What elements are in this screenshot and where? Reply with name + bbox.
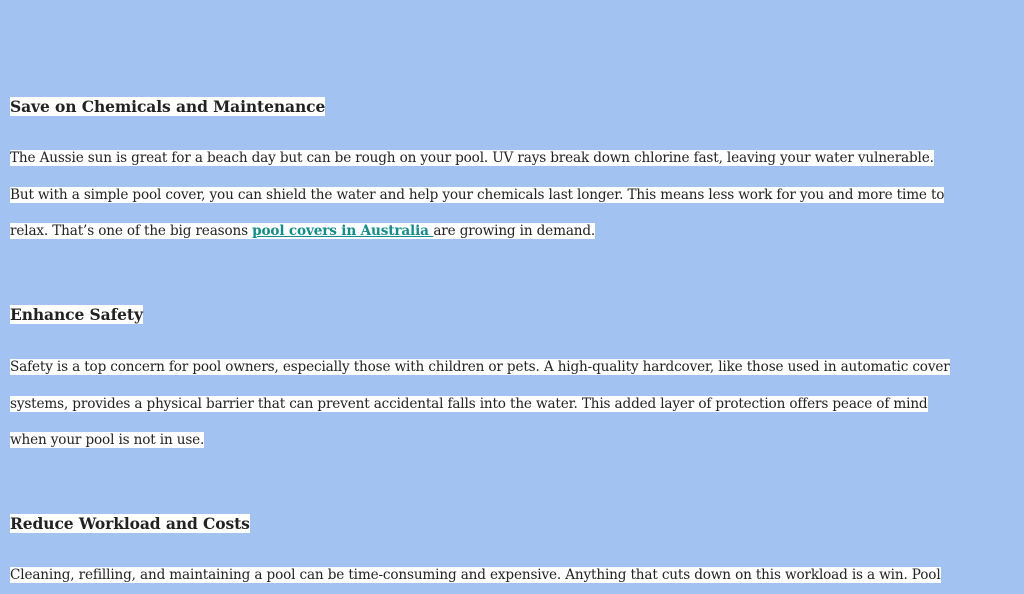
section-heading-safety xyxy=(10,305,143,325)
heading-text: Enhance Safety xyxy=(10,305,143,324)
section-paragraph-safety xyxy=(10,349,950,459)
paragraph-text-before-link: The Aussie sun is great for a beach day but can be rough on your pool. UV rays break down chlorine fast, leaving your water vulnerable. But with a simple pool cover, you can shield the water and help your chemicals last longer. This means less work for you and more time to relax. That’s one of the big reasons xyxy=(10,150,945,239)
section-heading-workload xyxy=(10,514,250,534)
heading-text: Save on Chemicals and Maintenance xyxy=(10,97,326,116)
paragraph-text: Cleaning, refilling, and maintaining a pool can be time-consuming and expensive. Anything that cuts down on this workload is a win. Pool xyxy=(10,567,941,583)
heading-text: Reduce Workload and Costs xyxy=(10,514,250,533)
section-paragraph-chemicals xyxy=(10,140,950,250)
section-paragraph-workload xyxy=(10,557,950,594)
section-heading-chemicals xyxy=(10,97,325,117)
paragraph-text xyxy=(10,150,944,239)
pool-covers-link[interactable]: pool covers in Australia xyxy=(252,223,434,239)
paragraph-text: Safety is a top concern for pool owners, especially those with children or pets. A high-quality hardcover, like those used in automatic cover systems, provides a physical barrier that can prevent accidental falls into the water. This added layer of protection offers peace of mind when your pool is not in use. xyxy=(10,359,950,448)
paragraph-text-after-link: are growing in demand. xyxy=(433,223,596,239)
